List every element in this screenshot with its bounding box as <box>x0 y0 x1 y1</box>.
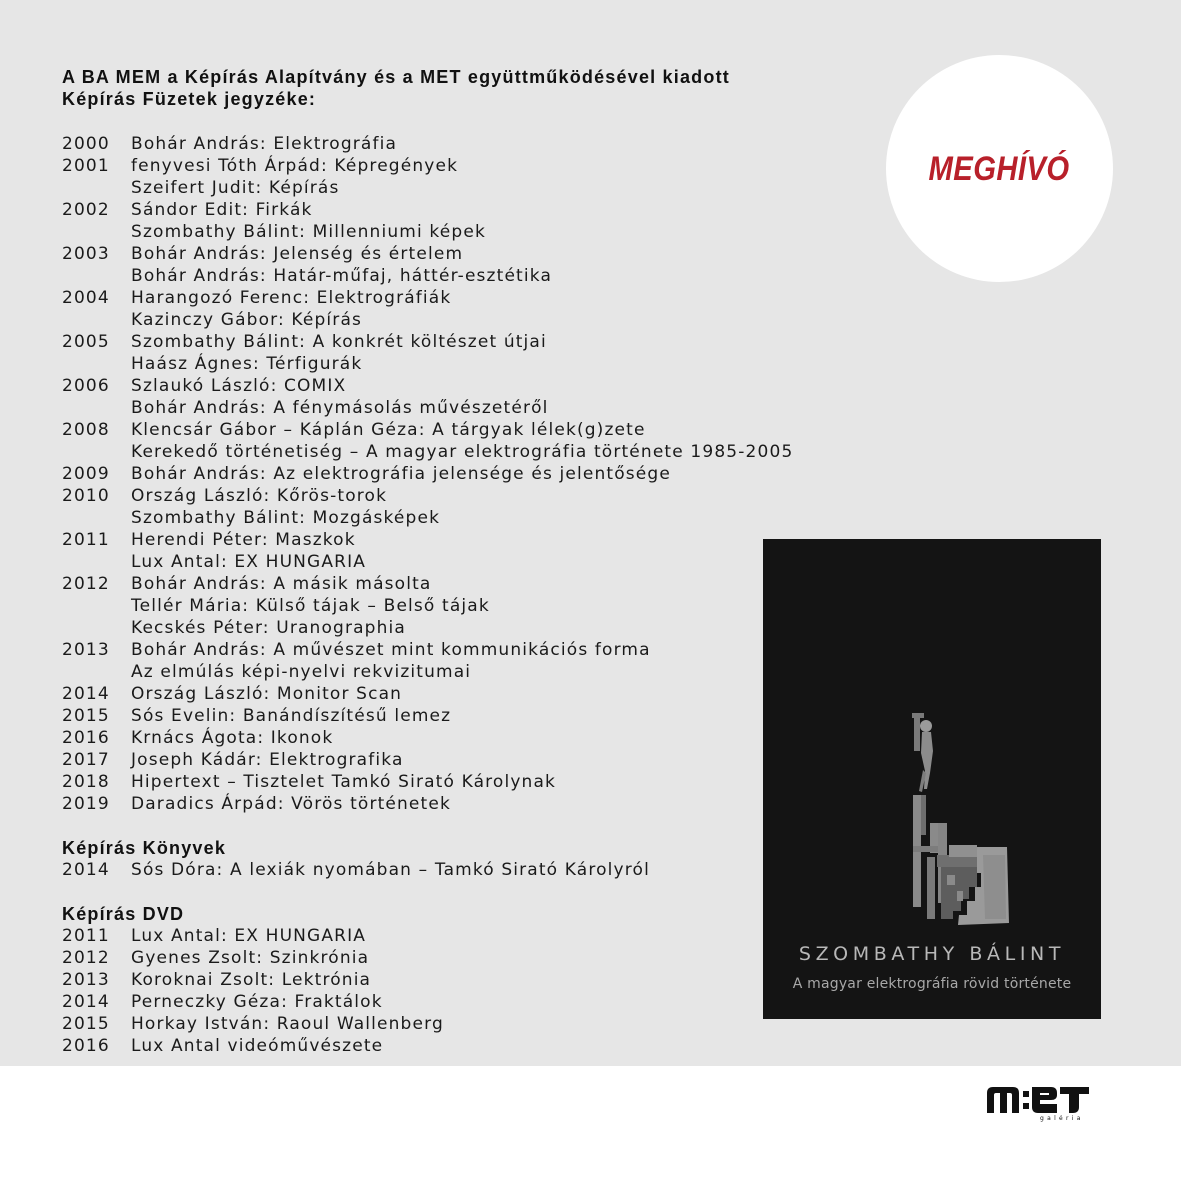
item-title: Sós Dóra: A lexiák nyomában – Tamkó Sirató Károlyról <box>131 860 650 880</box>
item-title: Lux Antal videóművészete <box>131 1036 384 1056</box>
item-year: 2004 <box>62 288 110 308</box>
item-title: Az elmúlás képi-nyelvi rekvizitumai <box>131 662 472 682</box>
list-item <box>62 1013 862 1035</box>
list-item <box>62 485 862 507</box>
book-cover <box>763 539 1101 1019</box>
item-year: 2018 <box>62 772 110 792</box>
list-item <box>62 221 862 243</box>
item-title: Szombathy Bálint: A konkrét költészet útjai <box>131 332 547 352</box>
item-title: Bohár András: Határ-műfaj, háttér-esztétika <box>131 266 553 286</box>
met-logo-mark <box>985 1083 1091 1117</box>
list-item <box>62 749 862 771</box>
book-author: SZOMBATHY BÁLINT <box>798 943 1066 965</box>
list-item <box>62 727 862 749</box>
list-item <box>62 705 862 727</box>
list-item <box>62 947 862 969</box>
page-heading <box>62 66 882 110</box>
item-title: Lux Antal: EX HUNGARIA <box>131 926 367 946</box>
item-year: 2012 <box>62 948 110 968</box>
item-title: Horkay István: Raoul Wallenberg <box>131 1014 444 1034</box>
publication-list <box>62 133 862 1057</box>
item-title: Klencsár Gábor – Káplán Géza: A tárgyak lélek(g)zete <box>131 420 646 440</box>
item-title: Sándor Edit: Firkák <box>131 200 313 220</box>
invitation-badge <box>886 55 1113 282</box>
list-item <box>62 199 862 221</box>
item-year: 2011 <box>62 530 110 550</box>
list-item <box>62 573 862 595</box>
item-year <box>62 265 131 287</box>
dvd-list <box>62 925 862 1057</box>
item-title: Bohár András: A másik másolta <box>131 574 432 594</box>
item-title: Daradics Árpád: Vörös történetek <box>131 794 451 814</box>
item-title: Szlaukó László: COMIX <box>131 376 347 396</box>
item-title: Joseph Kádár: Elektrografika <box>131 750 404 770</box>
list-item <box>62 551 862 573</box>
item-year: 2019 <box>62 794 110 814</box>
list-item <box>62 177 862 199</box>
list-item <box>62 1035 862 1057</box>
invitation-label: MEGHÍVÓ <box>928 150 1071 188</box>
list-item <box>62 991 862 1013</box>
item-title: Bohár András: A fénymásolás művészetéről <box>131 398 549 418</box>
item-year: 2000 <box>62 134 110 154</box>
item-year: 2008 <box>62 420 110 440</box>
heading-line-1: A BA MEM a Képírás Alapítvány és a MET együttműködésével kiadott <box>62 67 730 87</box>
item-year <box>62 661 131 683</box>
section-gap <box>62 815 862 837</box>
item-title: Perneczky Géza: Fraktálok <box>131 992 383 1012</box>
list-item <box>62 529 862 551</box>
item-title: Szeifert Judit: Képírás <box>131 178 340 198</box>
item-year: 2012 <box>62 574 110 594</box>
item-title: Tellér Mária: Külső tájak – Belső tájak <box>131 596 490 616</box>
item-year <box>62 441 131 463</box>
item-year: 2017 <box>62 750 110 770</box>
item-year: 2015 <box>62 1014 110 1034</box>
item-year: 2001 <box>62 156 110 176</box>
list-item <box>62 771 862 793</box>
list-item <box>62 243 862 265</box>
list-item <box>62 375 862 397</box>
item-year: 2006 <box>62 376 110 396</box>
fuzetek-list <box>62 133 862 815</box>
list-item <box>62 441 862 463</box>
item-year <box>62 221 131 243</box>
item-title: Sós Evelin: Banándíszítésű lemez <box>131 706 452 726</box>
item-title: Bohár András: Az elektrográfia jelensége és jelentősége <box>131 464 671 484</box>
item-title: Kazinczy Gábor: Képírás <box>131 310 363 330</box>
item-title: Lux Antal: EX HUNGARIA <box>131 552 367 572</box>
list-item <box>62 661 862 683</box>
item-title: Szombathy Bálint: Mozgásképek <box>131 508 441 528</box>
list-item <box>62 617 862 639</box>
konyvek-section-title: Képírás Könyvek <box>62 838 227 858</box>
item-year: 2016 <box>62 1036 110 1056</box>
list-item <box>62 639 862 661</box>
list-item <box>62 397 862 419</box>
dvd-section-title: Képírás DVD <box>62 904 185 924</box>
item-title: Gyenes Zsolt: Szinkrónia <box>131 948 370 968</box>
list-item <box>62 595 862 617</box>
item-year: 2015 <box>62 706 110 726</box>
item-year <box>62 397 131 419</box>
item-year <box>62 353 131 375</box>
item-year: 2002 <box>62 200 110 220</box>
item-title: Hipertext – Tisztelet Tamkó Sirató Károlynak <box>131 772 557 792</box>
list-item <box>62 859 862 881</box>
item-year: 2011 <box>62 926 110 946</box>
item-year <box>62 309 131 331</box>
section-gap <box>62 881 862 903</box>
met-galeria-logo <box>985 1083 1091 1129</box>
list-item <box>62 331 862 353</box>
konyvek-list <box>62 859 862 881</box>
list-item <box>62 309 862 331</box>
item-title: Bohár András: Elektrográfia <box>131 134 398 154</box>
item-year: 2009 <box>62 464 110 484</box>
item-title: Bohár András: Jelenség és értelem <box>131 244 464 264</box>
list-item <box>62 133 862 155</box>
item-year: 2014 <box>62 992 110 1012</box>
item-title: Krnács Ágota: Ikonok <box>131 728 334 748</box>
item-year: 2014 <box>62 684 110 704</box>
item-title: Ország László: Kőrös-torok <box>131 486 388 506</box>
list-item <box>62 463 862 485</box>
item-year <box>62 177 131 199</box>
item-title: Szombathy Bálint: Millenniumi képek <box>131 222 486 242</box>
list-item <box>62 287 862 309</box>
item-year <box>62 595 131 617</box>
item-year <box>62 617 131 639</box>
item-title: fenyvesi Tóth Árpád: Képregények <box>131 156 459 176</box>
list-item <box>62 793 862 815</box>
logo-subtitle: galéria <box>1040 1115 1084 1122</box>
item-year <box>62 507 131 529</box>
item-title: Kerekedő történetiség – A magyar elektrográfia története 1985-2005 <box>131 442 794 462</box>
item-title: Ország László: Monitor Scan <box>131 684 403 704</box>
item-year: 2014 <box>62 860 110 880</box>
item-year: 2013 <box>62 640 110 660</box>
list-item <box>62 507 862 529</box>
list-item <box>62 353 862 375</box>
item-year <box>62 551 131 573</box>
item-year: 2013 <box>62 970 110 990</box>
book-subtitle: A magyar elektrográfia rövid története <box>792 976 1072 992</box>
item-year: 2005 <box>62 332 110 352</box>
list-item <box>62 265 862 287</box>
list-item <box>62 155 862 177</box>
item-title: Bohár András: A művészet mint kommunikációs forma <box>131 640 651 660</box>
item-title: Kecskés Péter: Uranographia <box>131 618 406 638</box>
item-title: Harangozó Ferenc: Elektrográfiák <box>131 288 452 308</box>
item-title: Herendi Péter: Maszkok <box>131 530 356 550</box>
item-title: Koroknai Zsolt: Lektrónia <box>131 970 372 990</box>
item-year: 2016 <box>62 728 110 748</box>
list-item <box>62 925 862 947</box>
item-year: 2003 <box>62 244 110 264</box>
list-item <box>62 419 862 441</box>
list-item <box>62 969 862 991</box>
list-item <box>62 683 862 705</box>
item-year: 2010 <box>62 486 110 506</box>
heading-line-2: Képírás Füzetek jegyzéke: <box>62 89 317 109</box>
item-title: Haász Ágnes: Térfigurák <box>131 354 363 374</box>
